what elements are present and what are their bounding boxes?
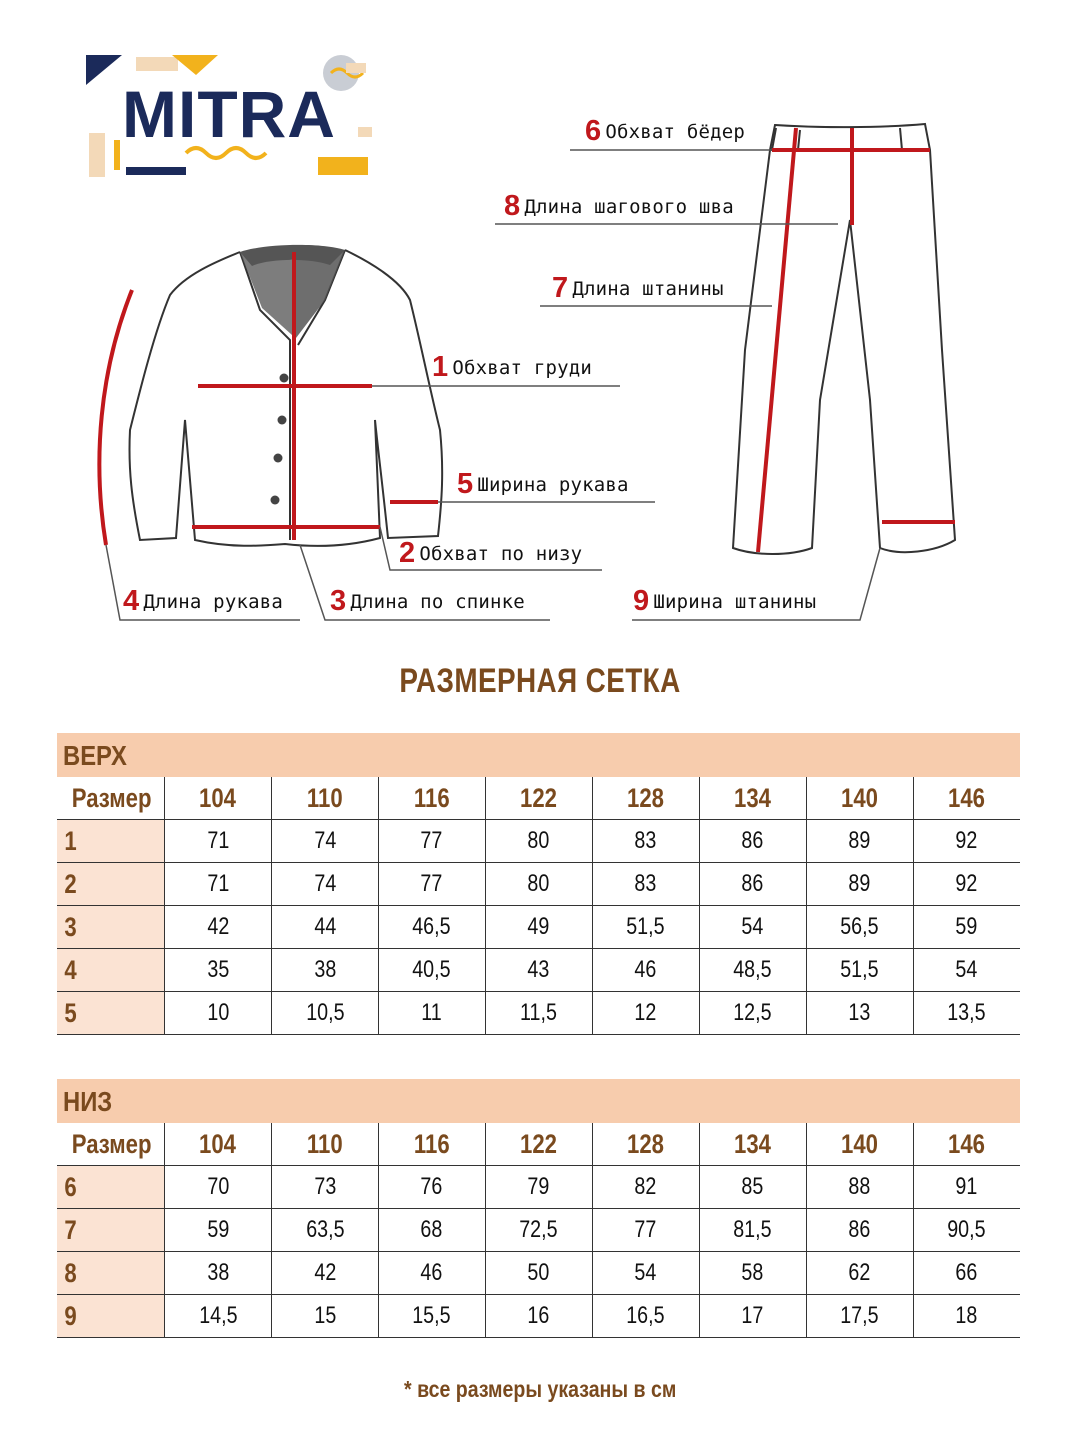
table-cell: 17,5 (806, 1295, 913, 1338)
table-cell: 72,5 (485, 1209, 592, 1252)
table-cell: 70 (165, 1166, 272, 1209)
size-header-cell: 140 (806, 1123, 913, 1166)
table-cell: 68 (378, 1209, 485, 1252)
table-cell: 76 (378, 1166, 485, 1209)
table-cell: 85 (699, 1166, 806, 1209)
table-cell: 74 (271, 863, 378, 906)
table-row (57, 1295, 1020, 1338)
table-cell: 77 (378, 820, 485, 863)
measure-number-cell: 4 (57, 949, 165, 992)
table-cell: 16,5 (592, 1295, 699, 1338)
table-cell: 44 (271, 906, 378, 949)
measure-number-cell: 3 (57, 906, 165, 949)
brand-name: MITRA (122, 77, 336, 151)
callout-hip: 6 Обхват бёдер (585, 115, 746, 147)
top-size-section (57, 733, 1020, 1035)
table-cell: 80 (485, 863, 592, 906)
size-header-cell: 146 (913, 1123, 1020, 1166)
callout-chest: 1 Обхват груди (432, 351, 593, 383)
table-cell: 14,5 (165, 1295, 272, 1338)
footnote: * все размеры указаны в см (403, 1376, 677, 1402)
size-header-cell: 122 (485, 777, 592, 820)
table-cell: 54 (699, 906, 806, 949)
bottom-size-table (57, 1123, 1020, 1338)
table-cell: 11,5 (485, 992, 592, 1035)
callout-sleeve-length: 4 Длина рукава (123, 585, 284, 617)
table-cell: 79 (485, 1166, 592, 1209)
measure-number-cell: 9 (57, 1295, 165, 1338)
size-label-cell: Размер (57, 1123, 165, 1166)
table-cell: 59 (913, 906, 1020, 949)
size-header-cell: 122 (485, 1123, 592, 1166)
size-header-cell: 110 (271, 1123, 378, 1166)
table-cell: 63,5 (271, 1209, 378, 1252)
callout-leg-length: 7 Длина штанины (552, 272, 724, 304)
table-cell: 58 (699, 1252, 806, 1295)
table-cell: 15,5 (378, 1295, 485, 1338)
table-cell: 35 (165, 949, 272, 992)
table-cell: 18 (913, 1295, 1020, 1338)
top-size-table (57, 777, 1020, 1035)
size-header-cell: 104 (165, 1123, 272, 1166)
table-row (57, 906, 1020, 949)
table-cell: 40,5 (378, 949, 485, 992)
table-cell: 92 (913, 820, 1020, 863)
size-header-cell: 134 (699, 1123, 806, 1166)
measure-number-cell: 6 (57, 1166, 165, 1209)
table-row (57, 820, 1020, 863)
trousers-illustration (733, 124, 955, 554)
table-cell: 43 (485, 949, 592, 992)
table-cell: 89 (806, 820, 913, 863)
table-row (57, 863, 1020, 906)
size-header-cell: 110 (271, 777, 378, 820)
bottom-section-heading: НИЗ (57, 1079, 1020, 1123)
table-cell: 49 (485, 906, 592, 949)
table-cell: 15 (271, 1295, 378, 1338)
table-cell: 12 (592, 992, 699, 1035)
table-cell: 56,5 (806, 906, 913, 949)
table-header-row (57, 777, 1020, 820)
page-title: РАЗМЕРНАЯ СЕТКА (399, 662, 681, 700)
table-cell: 54 (592, 1252, 699, 1295)
table-cell: 46,5 (378, 906, 485, 949)
table-cell: 16 (485, 1295, 592, 1338)
callout-sleeve-width: 5 Ширина рукава (457, 468, 629, 500)
table-cell: 90,5 (913, 1209, 1020, 1252)
callout-inseam: 8 Длина шагового шва (504, 190, 734, 222)
table-cell: 38 (271, 949, 378, 992)
size-header-cell: 146 (913, 777, 1020, 820)
table-cell: 13,5 (913, 992, 1020, 1035)
bottom-size-section (57, 1079, 1020, 1338)
table-cell: 86 (699, 820, 806, 863)
table-cell: 92 (913, 863, 1020, 906)
measure-number-cell: 8 (57, 1252, 165, 1295)
table-cell: 66 (913, 1252, 1020, 1295)
size-header-cell: 134 (699, 777, 806, 820)
callout-hem: 2 Обхват по низу (399, 537, 583, 569)
size-header-cell: 128 (592, 777, 699, 820)
table-cell: 51,5 (806, 949, 913, 992)
table-cell: 71 (165, 820, 272, 863)
table-row (57, 992, 1020, 1035)
table-cell: 42 (165, 906, 272, 949)
table-cell: 86 (699, 863, 806, 906)
callout-back-length: 3 Длина по спинке (330, 585, 525, 617)
table-cell: 88 (806, 1166, 913, 1209)
table-header-row (57, 1123, 1020, 1166)
measure-number-cell: 1 (57, 820, 165, 863)
measure-number-cell: 7 (57, 1209, 165, 1252)
table-cell: 10,5 (271, 992, 378, 1035)
table-cell: 13 (806, 992, 913, 1035)
table-row (57, 949, 1020, 992)
table-cell: 46 (378, 1252, 485, 1295)
table-cell: 50 (485, 1252, 592, 1295)
table-cell: 12,5 (699, 992, 806, 1035)
table-cell: 83 (592, 863, 699, 906)
callout-leg-width: 9 Ширина штанины (633, 585, 817, 617)
table-cell: 54 (913, 949, 1020, 992)
table-cell: 10 (165, 992, 272, 1035)
table-row (57, 1209, 1020, 1252)
measure-number-cell: 2 (57, 863, 165, 906)
table-cell: 91 (913, 1166, 1020, 1209)
table-cell: 77 (378, 863, 485, 906)
measure-number-cell: 5 (57, 992, 165, 1035)
table-cell: 62 (806, 1252, 913, 1295)
table-cell: 74 (271, 820, 378, 863)
table-cell: 48,5 (699, 949, 806, 992)
size-header-cell: 128 (592, 1123, 699, 1166)
table-cell: 59 (165, 1209, 272, 1252)
table-cell: 42 (271, 1252, 378, 1295)
table-cell: 38 (165, 1252, 272, 1295)
table-cell: 11 (378, 992, 485, 1035)
table-cell: 51,5 (592, 906, 699, 949)
size-header-cell: 140 (806, 777, 913, 820)
table-row (57, 1166, 1020, 1209)
table-cell: 83 (592, 820, 699, 863)
size-header-cell: 116 (378, 1123, 485, 1166)
table-cell: 73 (271, 1166, 378, 1209)
table-cell: 71 (165, 863, 272, 906)
table-cell: 46 (592, 949, 699, 992)
top-section-heading: ВЕРХ (57, 733, 1020, 777)
table-cell: 77 (592, 1209, 699, 1252)
table-cell: 86 (806, 1209, 913, 1252)
table-cell: 80 (485, 820, 592, 863)
table-cell: 17 (699, 1295, 806, 1338)
table-cell: 82 (592, 1166, 699, 1209)
size-label-cell: Размер (57, 777, 165, 820)
table-cell: 89 (806, 863, 913, 906)
table-cell: 81,5 (699, 1209, 806, 1252)
table-row (57, 1252, 1020, 1295)
size-header-cell: 116 (378, 777, 485, 820)
size-header-cell: 104 (165, 777, 272, 820)
